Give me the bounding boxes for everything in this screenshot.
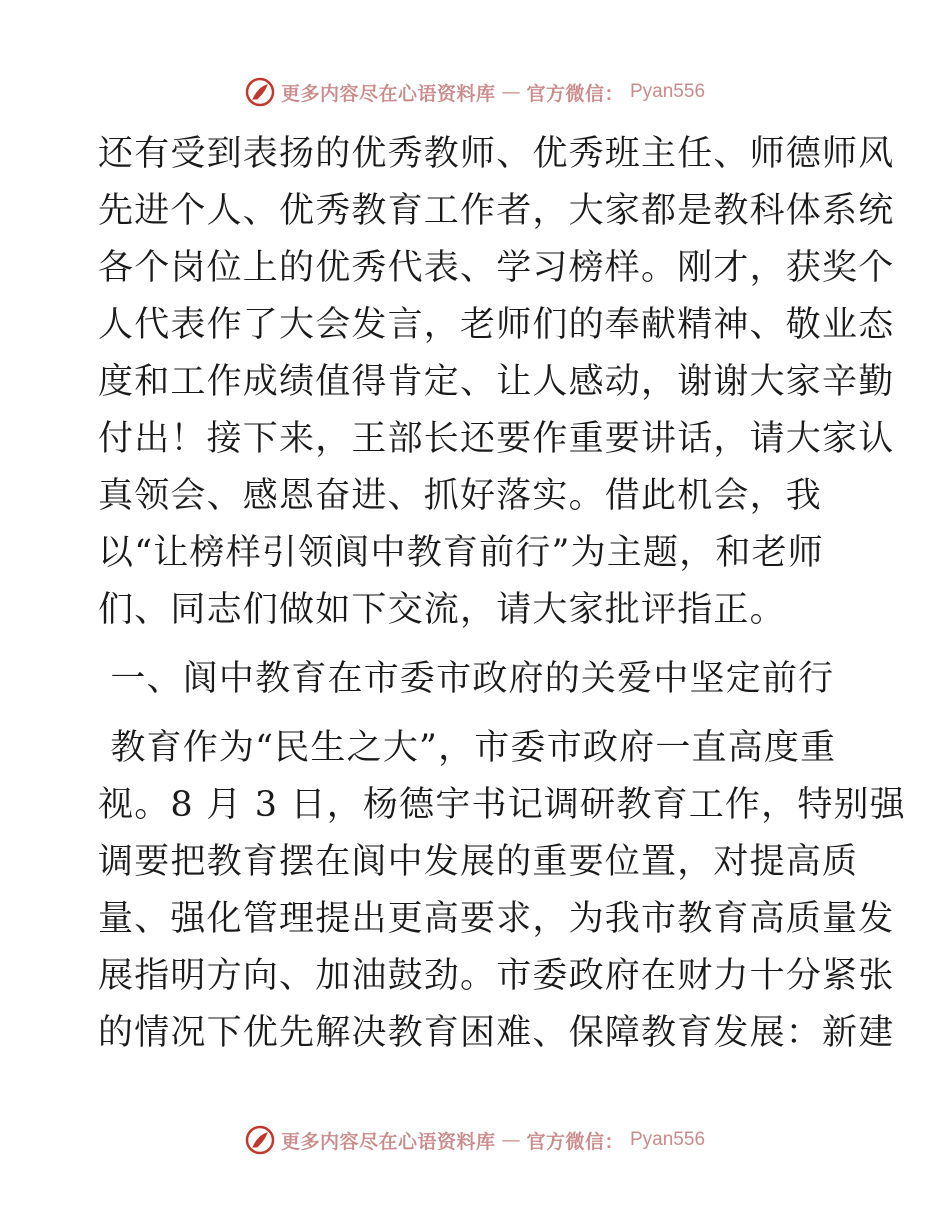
text-line: 教育作为“民生之大”，市委市政府一直高度重 [98,728,837,768]
text-line: 调要把教育摆在阆中发展的重要位置，对提高质 [98,842,859,882]
watermark-header [0,72,950,112]
watermark-text: 更多内容尽在心语资料库 [280,1130,496,1153]
watermark-footer [0,1120,950,1160]
text-line: 真领会、感恩奋进、抓好落实。借此机会，我 [98,476,823,516]
text-line: 的情况下优先解决教育困难、保障教育发展：新建 [98,1013,895,1053]
watermark-separator: — [501,81,521,103]
watermark-label: 官方微信： [526,82,624,105]
watermark-account: Pyan556 [630,81,706,102]
quill-logo-icon [245,1125,275,1155]
watermark-label: 官方微信： [526,1130,624,1153]
text-line: 人代表作了大会发言，老师们的奉献精神、敬业态 [98,305,895,345]
text-line: 付出！接下来，王部长还要作重要讲话，请大家认 [98,419,895,459]
text-line: 们、同志们做如下交流，请大家批评指正。 [98,590,786,630]
text-line: 各个岗位上的优秀代表、学习榜样。刚才，获奖个 [98,248,895,288]
watermark-text: 更多内容尽在心语资料库 [280,82,496,105]
text-line: 先进个人、优秀教育工作者，大家都是教科体系统 [98,191,895,231]
text-line: 度和工作成绩值得肯定、让人感动，谢谢大家辛勤 [98,362,895,402]
quill-logo-icon [245,77,275,107]
text-line: 展指明方向、加油鼓劲。市委政府在财力十分紧张 [98,956,895,996]
text-line: 量、强化管理提出更高要求，为我市教育高质量发 [98,899,895,939]
section-heading [98,651,858,708]
heading-line: 一、阆中教育在市委市政府的关爱中坚定前行 [98,659,835,699]
text-line: 视。8 月 3 日，杨德宇书记调研教育工作，特别强 [98,785,906,825]
text-line: 还有受到表扬的优秀教师、优秀班主任、师德师风 [98,134,895,174]
paragraph-section-one [98,720,906,1062]
paragraph-intro [98,126,895,639]
watermark-account: Pyan556 [630,1129,706,1150]
watermark-separator: — [501,1129,521,1151]
document-body [98,126,906,1062]
text-line: 以“让榜样引领阆中教育前行”为主题，和老师 [98,533,824,573]
